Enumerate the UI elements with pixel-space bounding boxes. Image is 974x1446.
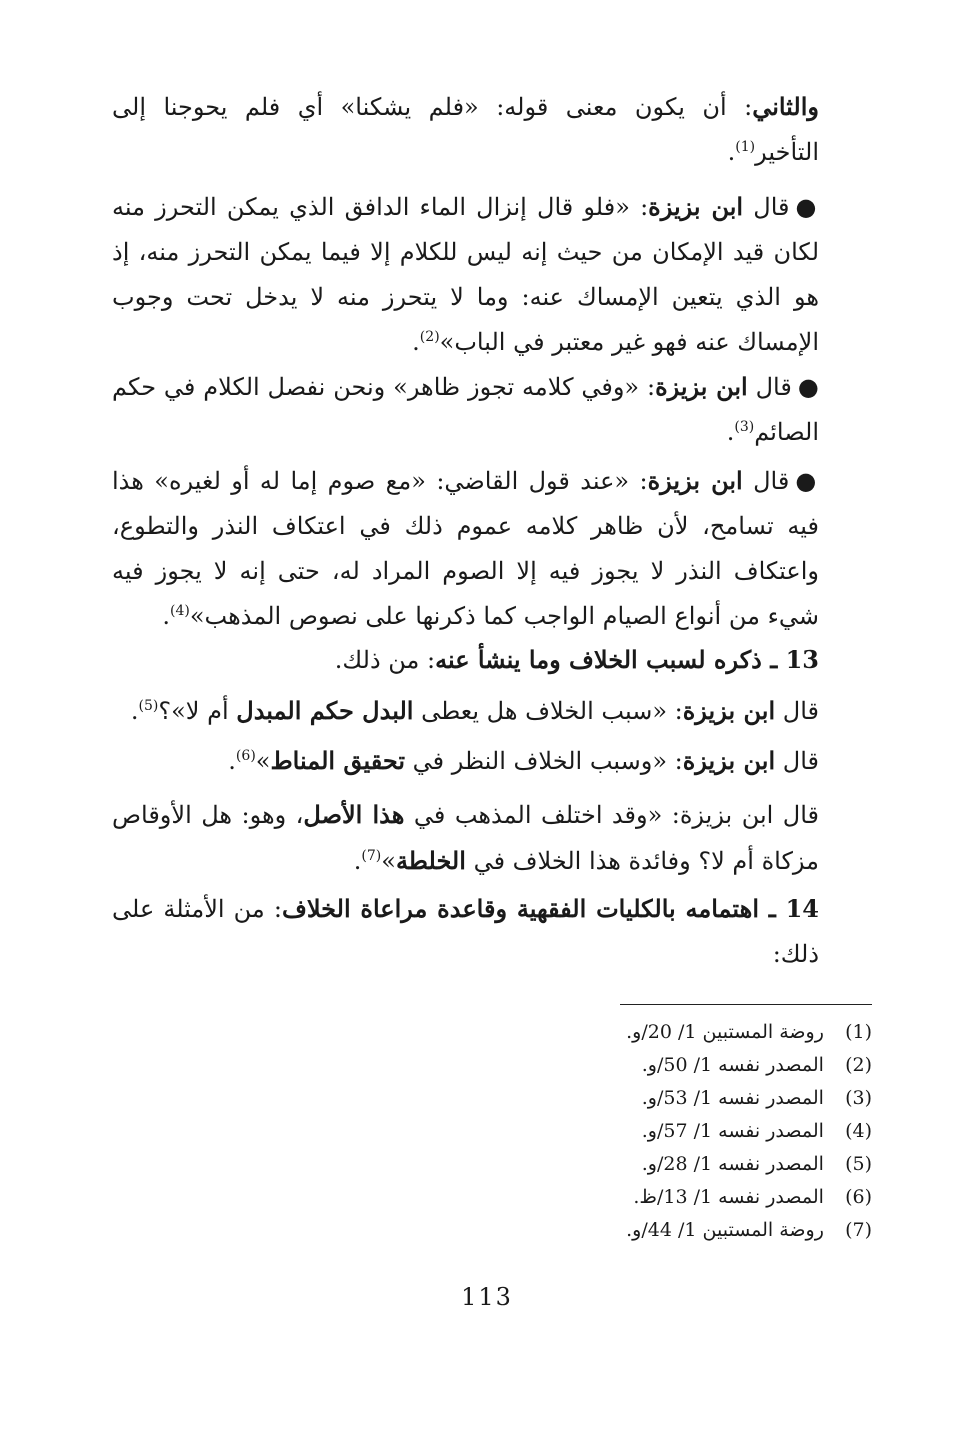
period: . xyxy=(228,747,236,775)
paragraph-quote-5 xyxy=(112,738,874,784)
footnote-item xyxy=(480,1214,872,1247)
footnote-ref: (1) xyxy=(735,139,756,155)
period: . xyxy=(412,328,420,356)
period: . xyxy=(353,847,362,875)
section-heading-text: 14 ـ اهتمامه بالكليات الفقهية وقاعدة مراعاة الخلاف xyxy=(281,894,820,923)
period: . xyxy=(130,697,139,725)
quote-intro: قال xyxy=(782,697,819,725)
paragraph-text: : «عند قول القاضي: «مع صوم إما له أو لغيره» هذا فيه تسامح، لأن ظاهر كلامه عموم ذلك في اعتكاف النذر والتطوع، واعتكاف النذر لا يجوز فيه إلا الصوم المراد له، حتى إنه لا يجوز فيه شيء من أنواع الصيام الواجب كما ذكرنها على نصوص المذهب» xyxy=(112,467,819,630)
paragraph-text: : «وفي كلامه تجوز ظاهر» ونحن نفصل الكلام في حكم الصائم xyxy=(112,373,819,446)
emphasized-term: الخلطة xyxy=(395,846,466,875)
footnote-number: (7) xyxy=(845,1219,872,1241)
footnote-number: (6) xyxy=(845,1186,872,1208)
paragraph-text: أم لا»؟ xyxy=(158,697,229,725)
emphasized-term: تحقيق المناط xyxy=(270,746,405,775)
section-heading-13 xyxy=(112,637,874,683)
footnote-ref: (5) xyxy=(138,698,159,714)
paragraph-text: : «فلو قال إنزال الماء الدافق الذي يمكن التحرز منه لكان قيد الإمكان من حيث إنه ليس للكلام إلا فيما يمكن التحرز منه، إذ هو الذي يتعين الإمساك عنه: وما لا يتحرز منه لا يدخل تحت وجوب الإمساك عنه فهو غير معتبر في الباب» xyxy=(112,193,819,356)
footnote-ref: (4) xyxy=(170,603,190,619)
author-name: ابن بزيزة xyxy=(648,192,744,221)
period: . xyxy=(726,418,735,446)
footnote-number: (4) xyxy=(845,1120,872,1142)
paragraph-text: » xyxy=(255,747,271,775)
footnote-text: المصدر نفسه 1/ 13/ظ. xyxy=(633,1186,824,1208)
bullet-icon: ● xyxy=(795,192,819,221)
footnote-item xyxy=(480,1049,872,1082)
paragraph-quote-6 xyxy=(112,792,874,884)
section-heading-text: 13 ـ ذكره لسبب الخلاف وما ينشأ عنه xyxy=(435,645,819,674)
paragraph-quote-4 xyxy=(112,688,874,734)
emphasized-term: البدل حكم المبدل xyxy=(236,696,414,725)
footnote-number: (1) xyxy=(845,1021,872,1043)
period: . xyxy=(727,138,736,166)
emphasized-term: هذا الأصل xyxy=(303,800,405,829)
page-number: 113 xyxy=(461,1283,513,1311)
section-heading-rest: : من ذلك. xyxy=(334,646,436,674)
author-name: ابن بزيزة xyxy=(682,746,776,775)
quote-intro: قال xyxy=(753,193,790,221)
footnote-number: (3) xyxy=(845,1087,872,1109)
quote-intro: قال xyxy=(753,467,790,495)
paragraph-lead-word: والثاني xyxy=(752,92,819,121)
footnote-item xyxy=(480,1082,872,1115)
paragraph-quote-1 xyxy=(112,184,874,365)
footnote-item xyxy=(480,1016,872,1049)
paragraph-second-meaning xyxy=(112,84,874,175)
section-heading-14 xyxy=(112,886,874,977)
footnote-item xyxy=(480,1181,872,1214)
footnote-number: (5) xyxy=(845,1153,872,1175)
author-name: ابن بزيزة xyxy=(682,696,776,725)
author-name: ابن بزيزة xyxy=(655,372,748,401)
footnote-ref: (2) xyxy=(419,329,440,345)
paragraph-text: : «سبب الخلاف هل يعطى xyxy=(421,697,683,725)
footnote-text: روضة المستبين 1/ 20/و. xyxy=(626,1021,824,1043)
quote-intro: قال xyxy=(782,747,819,775)
paragraph-text: ، وهو: هل الأوقاص مزكاة أم لا؟ وفائدة هذا الخلاف في xyxy=(112,801,819,875)
paragraph-quote-2 xyxy=(112,364,874,455)
footnote-text: المصدر نفسه 1/ 57/و. xyxy=(641,1120,824,1142)
quote-intro: قال xyxy=(755,373,792,401)
footnotes-list xyxy=(480,1016,872,1247)
footnote-item xyxy=(480,1148,872,1181)
footnote-number: (2) xyxy=(845,1054,872,1076)
footnote-text: المصدر نفسه 1/ 53/و. xyxy=(641,1087,824,1109)
section-heading-rest: : من الأمثلة على ذلك: xyxy=(112,895,819,968)
footnote-item xyxy=(480,1115,872,1148)
footnote-ref: (3) xyxy=(734,419,755,435)
author-name: ابن بزيزة xyxy=(647,466,743,495)
paragraph-text: : «وسبب الخلاف النظر في xyxy=(412,747,683,775)
period: . xyxy=(162,602,170,630)
footnote-separator xyxy=(620,1004,872,1005)
paragraph-text: » xyxy=(381,847,396,875)
footnote-text: المصدر نفسه 1/ 28/و. xyxy=(641,1153,824,1175)
paragraph-quote-3 xyxy=(112,458,874,639)
bullet-icon: ● xyxy=(795,466,820,495)
footnote-text: المصدر نفسه 1/ 50/و. xyxy=(641,1054,824,1076)
bullet-icon: ● xyxy=(797,372,819,401)
footnote-ref: (6) xyxy=(235,748,256,764)
footnote-text: روضة المستبين 1/ 44/و. xyxy=(626,1219,824,1241)
footnote-ref: (7) xyxy=(361,848,382,864)
paragraph-text: قال ابن بزيزة: «وقد اختلف المذهب في xyxy=(413,801,819,829)
paragraph-text: : أن يكون معنى قوله: «فلم يشكنا» أي فلم يحوجنا إلى التأخير xyxy=(112,93,819,166)
